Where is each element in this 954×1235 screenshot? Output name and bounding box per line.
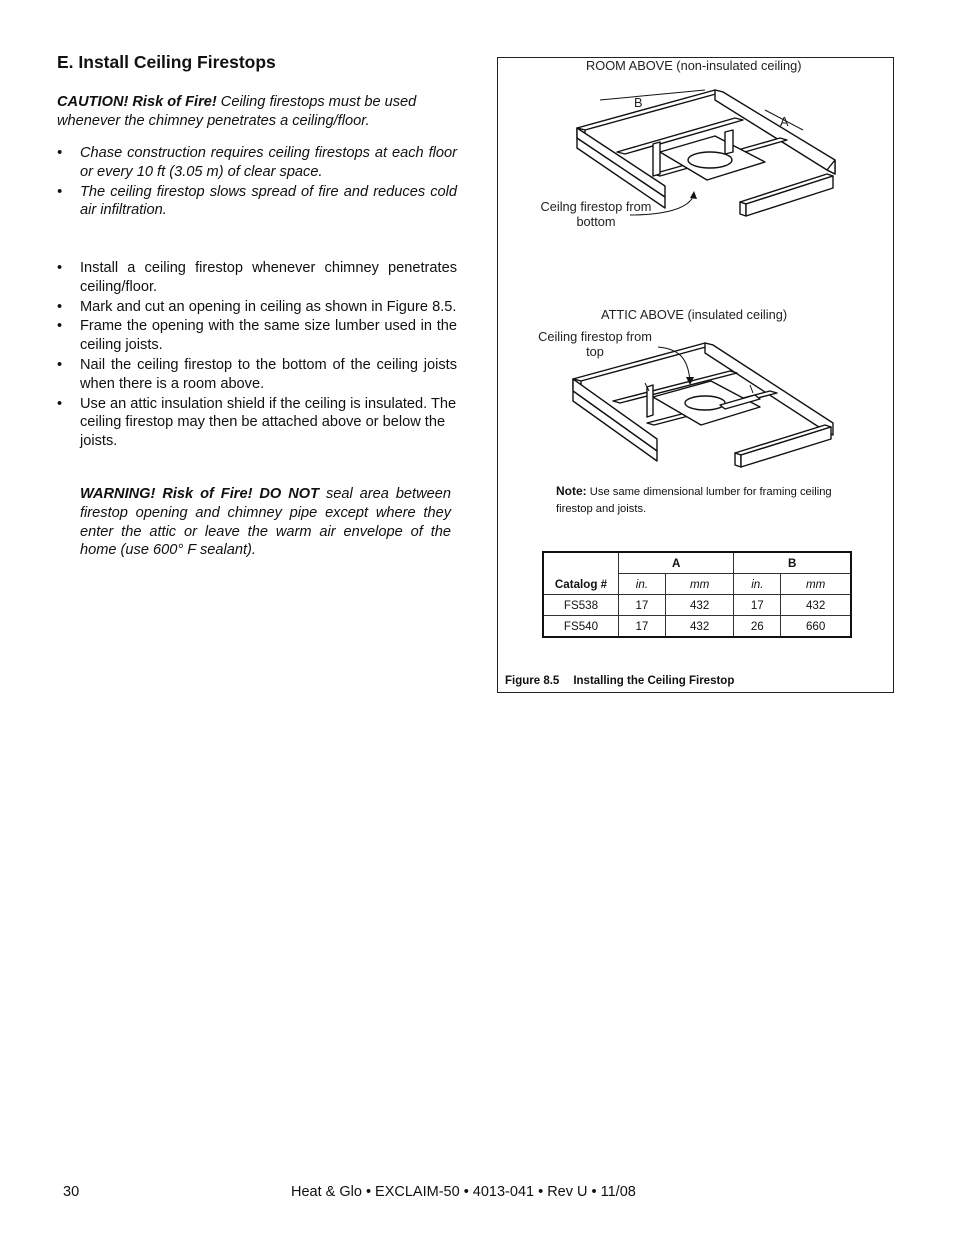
attic-above-title: ATTIC ABOVE (insulated ceiling)	[601, 307, 788, 322]
list-item: • Chase construction requires ceiling firestops at each floor or every 10 ft (3.05 m) of clear space.	[57, 145, 457, 180]
top-callout-arrow-icon	[640, 345, 720, 390]
catalog-header: Catalog #	[543, 552, 619, 595]
bullet-icon: •	[57, 145, 63, 161]
figure-caption-text: Installing the Ceiling Firestop	[573, 675, 735, 687]
bottom-firestop-callout: Ceilng firestop from bottom	[540, 199, 652, 229]
top-firestop-callout: Ceiling firestop from top	[538, 329, 652, 359]
dimension-a-label: A	[780, 114, 789, 129]
caution-paragraph	[57, 93, 457, 131]
a-in-cell: 17	[619, 616, 666, 638]
column-b-header: B	[734, 552, 851, 574]
caution-lead: CAUTION! Risk of Fire!	[57, 94, 217, 110]
list-item: • Install a ceiling firestop whenever chimney penetrates ceiling/floor.	[57, 260, 457, 295]
bottom-callout-arrow-icon	[620, 190, 710, 230]
bullet-icon: •	[57, 395, 63, 412]
note-lead: Note:	[556, 484, 587, 498]
figure-caption	[505, 675, 748, 687]
b-in-cell: 26	[734, 616, 781, 638]
unit-cell: in.	[619, 574, 666, 595]
warning-paragraph	[80, 485, 451, 560]
table-row	[543, 595, 851, 616]
room-above-framing-illustration	[565, 82, 855, 222]
unit-cell: in.	[734, 574, 781, 595]
a-in-cell: 17	[619, 595, 666, 616]
instruction-bullet-list	[57, 259, 457, 452]
list-item: • The ceiling firestop slows spread of fire and reduces cold air infiltration.	[57, 183, 457, 219]
italic-bullet-list	[57, 144, 457, 221]
page-number: 30	[63, 1184, 80, 1200]
bullet-icon: •	[57, 298, 63, 315]
footer-text: Heat & Glo • EXCLAIM-50 • 4013-041 • Rev U • 11/08	[291, 1184, 636, 1200]
b-mm-cell: 432	[781, 595, 851, 616]
bullet-icon: •	[57, 318, 63, 335]
warning-lead: WARNING! Risk of Fire! DO NOT	[80, 486, 320, 502]
list-item: • Frame the opening with the same size lumber used in the ceiling joists.	[57, 318, 457, 354]
section-title: E. Install Ceiling Firestops	[57, 52, 276, 72]
unit-cell: mm	[665, 574, 734, 595]
figure-number: Figure 8.5	[505, 675, 560, 687]
table-row	[543, 616, 851, 638]
unit-cell: mm	[781, 574, 851, 595]
room-above-title: ROOM ABOVE (non-insulated ceiling)	[586, 58, 802, 73]
bullet-icon: •	[57, 356, 63, 373]
table-header-row	[543, 552, 851, 574]
bullet-icon: •	[57, 183, 63, 200]
note-text: Use same dimensional lumber for framing ceiling firestop and joists.	[556, 486, 832, 515]
a-mm-cell: 432	[665, 616, 734, 638]
a-mm-cell: 432	[665, 595, 734, 616]
dimension-b-label: B	[634, 95, 643, 110]
warning-text: seal area between firestop opening and chimney pipe except where they enter the attic or leave the warm air envelope of the home (use 600° F sealant).	[80, 486, 451, 559]
catalog-cell: FS540	[543, 616, 619, 638]
b-in-cell: 17	[734, 595, 781, 616]
figure-note	[556, 483, 846, 518]
dimension-table	[542, 551, 852, 638]
list-item: • Use an attic insulation shield if the ceiling is insulated. The ceiling firestop may then be attached above or below the joists.	[57, 395, 457, 450]
caution-text: Ceiling firestops must be used whenever the chimney penetrates a ceiling/floor.	[57, 94, 417, 129]
list-item: • Nail the ceiling firestop to the bottom of the ceiling joists when there is a room above.	[57, 356, 457, 392]
bullet-icon: •	[57, 260, 63, 276]
b-mm-cell: 660	[781, 616, 851, 638]
list-item: • Mark and cut an opening in ceiling as shown in Figure 8.5.	[57, 298, 457, 315]
column-a-header: A	[619, 552, 734, 574]
catalog-cell: FS538	[543, 595, 619, 616]
